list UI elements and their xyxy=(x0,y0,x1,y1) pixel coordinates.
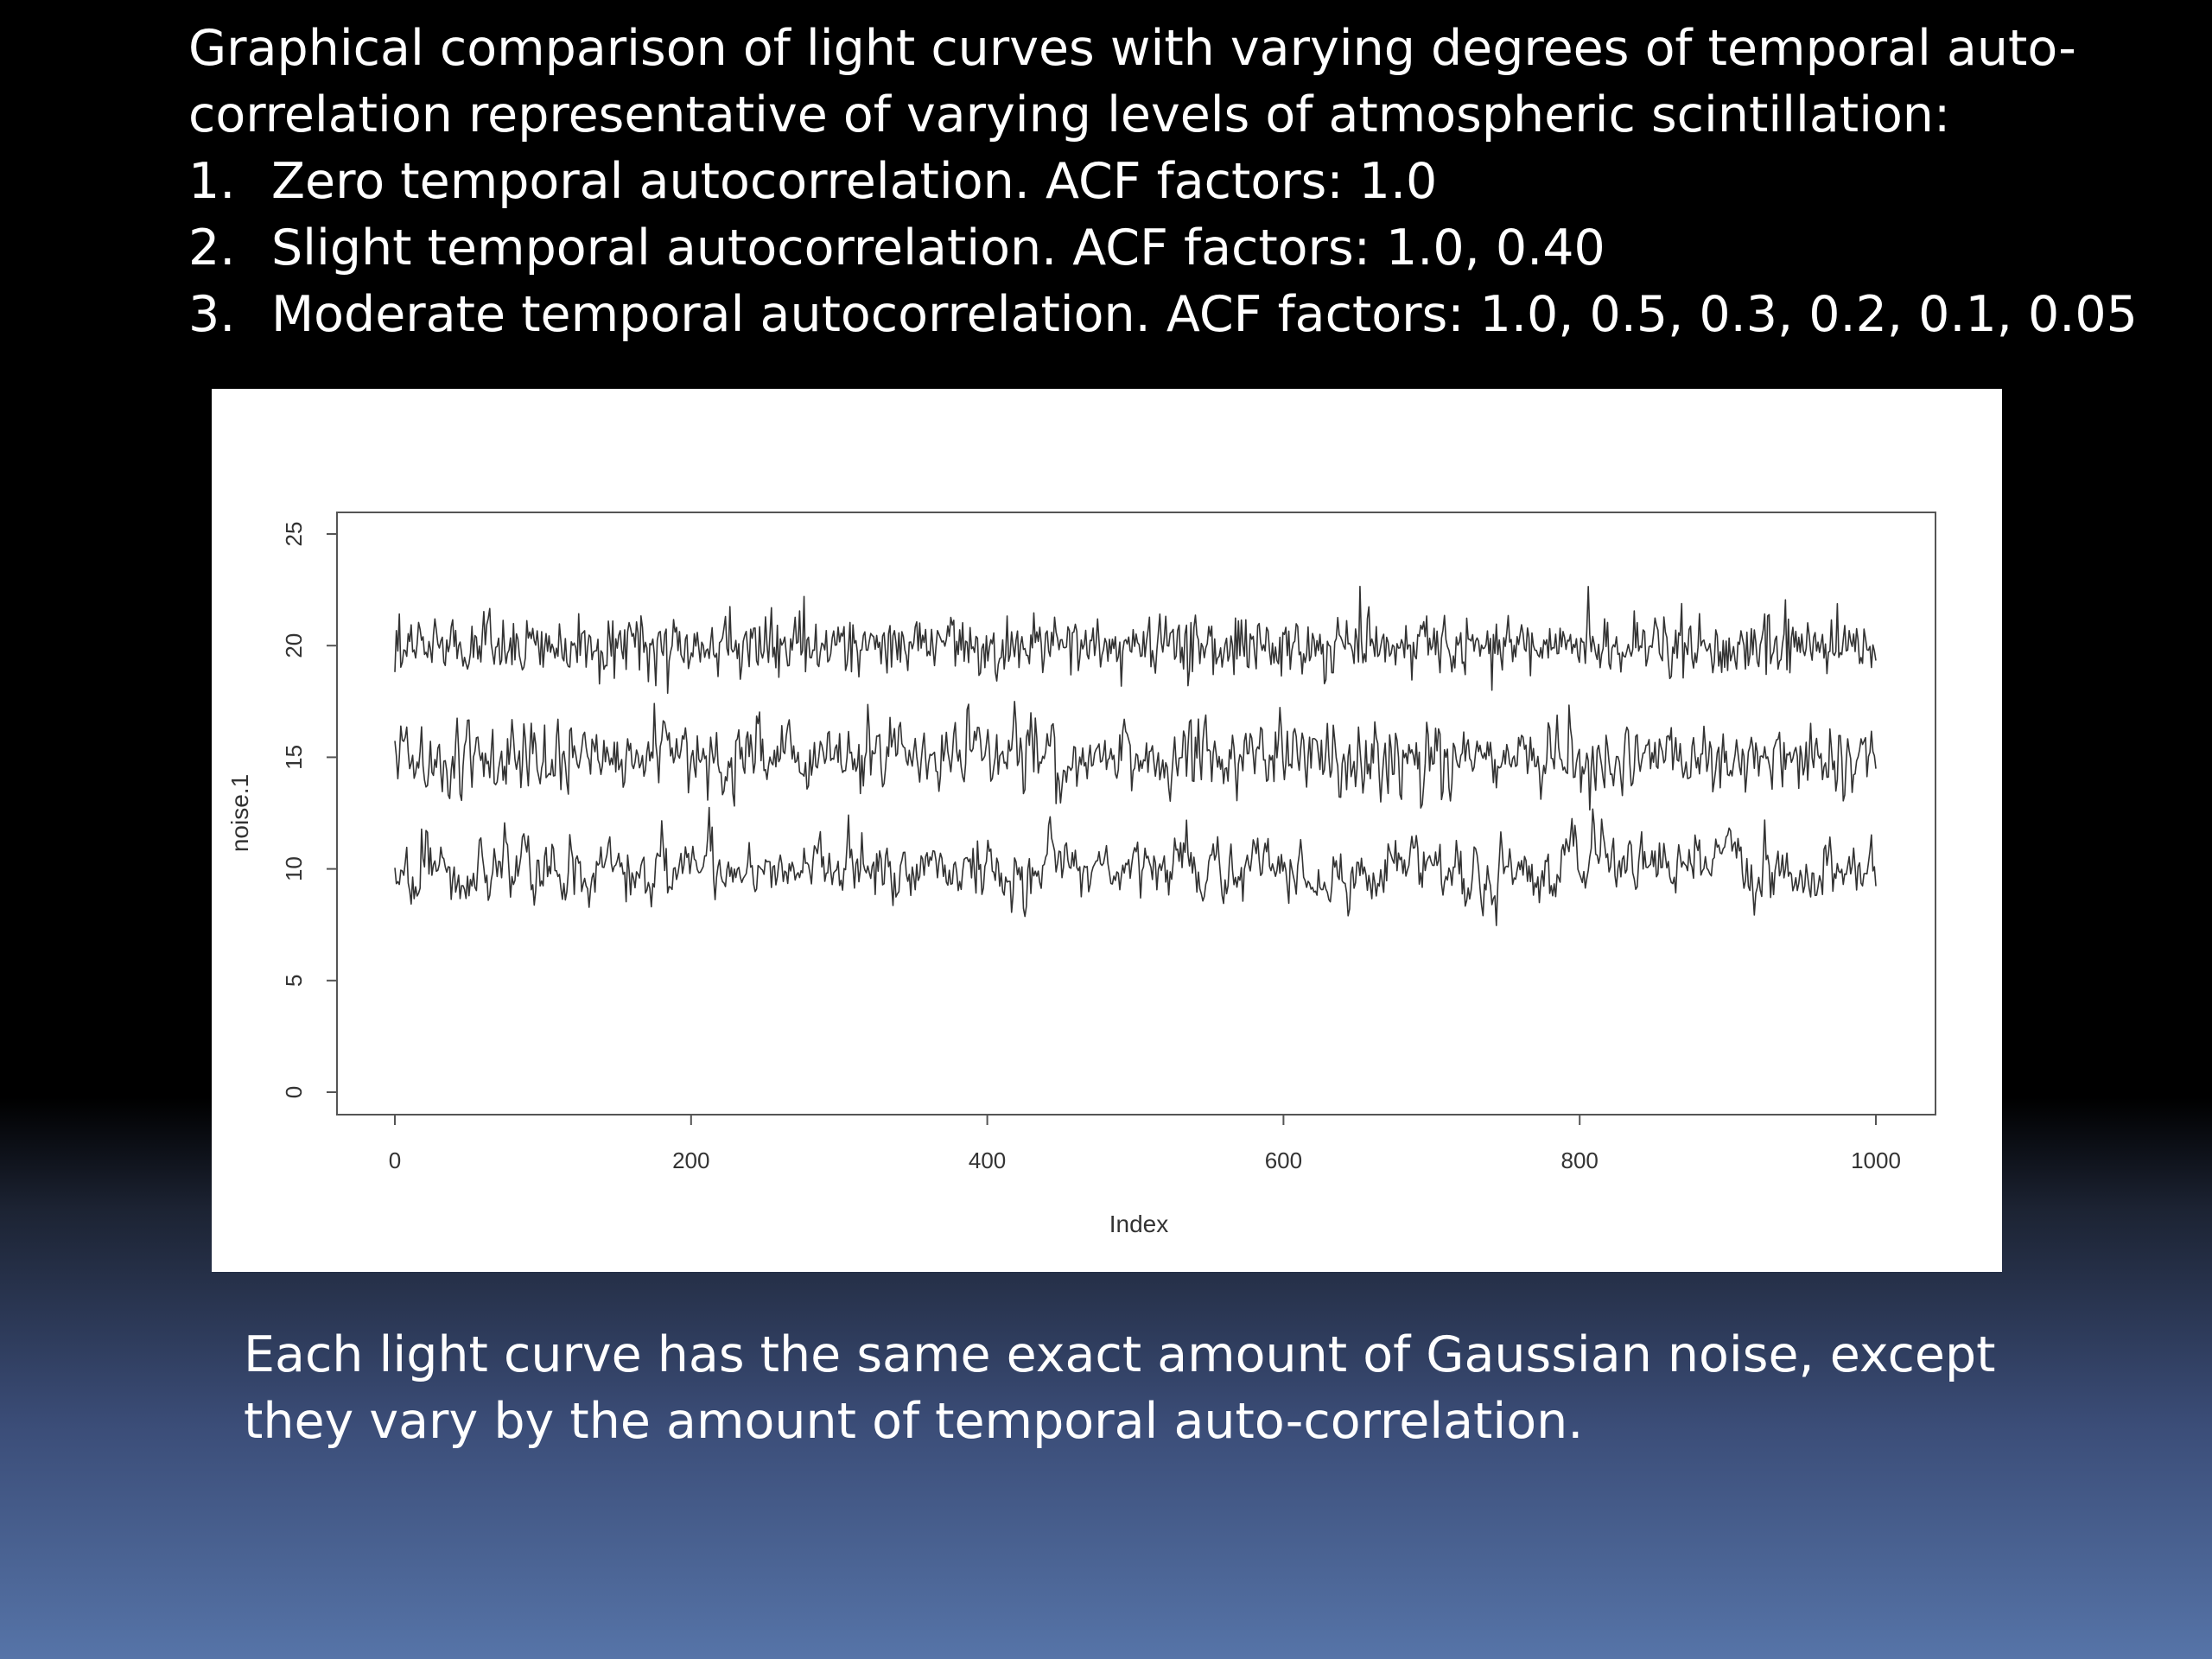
x-tick-label: 1000 xyxy=(1851,1147,1901,1173)
x-tick-label: 400 xyxy=(968,1147,1007,1173)
acf-list-item xyxy=(188,282,2141,348)
acf-list-item xyxy=(188,149,2141,215)
y-tick-label: 0 xyxy=(281,1085,307,1099)
series-line xyxy=(395,702,1876,810)
acf-item-text: Slight temporal autocorrelation. ACF factors: 1.0, 0.40 xyxy=(271,219,1605,276)
y-tick-label: 20 xyxy=(281,632,307,658)
plot-frame xyxy=(337,512,1936,1115)
acf-list xyxy=(188,149,2141,348)
acf-list-item xyxy=(188,215,2141,282)
acf-item-text: Zero temporal autocorrelation. ACF factors: 1.0 xyxy=(271,153,1438,210)
acf-item-number: 2. xyxy=(188,219,236,276)
y-tick-label: 10 xyxy=(281,856,307,882)
slide-caption: Each light curve has the same exact amount of Gaussian noise, except they vary by the amount of temporal auto-correlation. xyxy=(244,1326,1996,1450)
slide-heading xyxy=(188,16,2141,348)
x-tick-label: 800 xyxy=(1560,1147,1599,1173)
x-tick-label: 600 xyxy=(1264,1147,1303,1173)
plot-panel xyxy=(212,389,2002,1272)
y-tick-label: 25 xyxy=(281,521,307,547)
acf-item-number: 1. xyxy=(188,153,236,210)
y-tick-label: 15 xyxy=(281,744,307,770)
series-line xyxy=(395,587,1876,694)
acf-item-number: 3. xyxy=(188,286,236,343)
heading-intro: Graphical comparison of light curves with varying degrees of temporal auto-correlation representative of varying levels of atmospheric scintillation: xyxy=(188,20,2076,143)
acf-item-text: Moderate temporal autocorrelation. ACF factors: 1.0, 0.5, 0.3, 0.2, 0.1, 0.05 xyxy=(271,286,2138,343)
light-curve-chart xyxy=(212,389,2002,1272)
y-axis-label: noise.1 xyxy=(226,773,253,853)
y-tick-label: 5 xyxy=(281,974,307,988)
x-axis-label: Index xyxy=(1109,1211,1169,1237)
series-line xyxy=(395,808,1876,926)
x-tick-label: 0 xyxy=(388,1147,402,1173)
x-tick-label: 200 xyxy=(672,1147,710,1173)
